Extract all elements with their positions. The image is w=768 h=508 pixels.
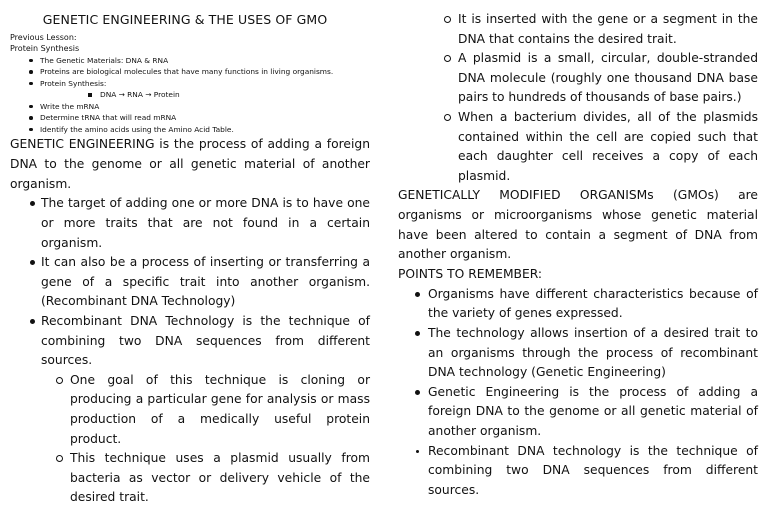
previous-lesson-label: Previous Lesson: [10, 33, 77, 42]
list-item: The target of adding one or more DNA is to have one or more traits that are not found in a certain organism. [10, 194, 370, 253]
list-item: Protein Synthesis: [10, 78, 370, 90]
recombinant-subpoints-left [10, 371, 370, 508]
page-title: GENETIC ENGINEERING & THE USES OF GMO [42, 12, 328, 27]
previous-lesson-list [10, 55, 370, 136]
list-item: The technology allows insertion of a desired trait to an organisms through the process of recombinant DNA technology (Genetic Engineering) [398, 324, 758, 383]
recombinant-subpoints-right [398, 10, 758, 186]
list-item: Genetic Engineering is the process of adding a foreign DNA to the genome or all genetic material of another organism. [398, 383, 758, 442]
list-item: A plasmid is a small, circular, double-stranded DNA molecule (roughly one thousand DNA base pairs to hundreds of thousands of base pairs.) [398, 49, 758, 108]
genetic-engineering-definition: GENETIC ENGINEERING is the process of adding a foreign DNA to the genome or all genetic material of another organism. [10, 137, 370, 191]
previous-lesson-topic: Protein Synthesis [10, 44, 80, 54]
list-item: Write the mRNA [10, 101, 370, 113]
list-item: When a bacterium divides, all of the plasmids contained within the cell are copied such that each daughter cell receives a copy of each plasmid. [398, 108, 758, 186]
points-heading: POINTS TO REMEMBER: [398, 267, 543, 282]
genetic-engineering-points [10, 194, 370, 370]
left-column [10, 0, 370, 508]
list-item: It is inserted with the gene or a segment in the DNA that contains the desired trait. [398, 10, 758, 49]
points-to-remember [398, 285, 758, 501]
list-item: Organisms have different characteristics because of the variety of genes expressed. [398, 285, 758, 324]
list-item: One goal of this technique is cloning or producing a particular gene for analysis or mass production of a medically useful protein product. [10, 371, 370, 449]
list-item: This technique uses a plasmid usually from bacteria as vector or delivery vehicle of the desired trait. [10, 449, 370, 508]
gmo-definition: GENETICALLY MODIFIED ORGANISMs (GMOs) are organisms or microorganisms whose genetic material have been altered to contain a segment of DNA from another organism. [398, 188, 758, 262]
list-item: Determine tRNA that will read mRNA [10, 112, 370, 124]
list-item: Recombinant DNA technology is the technique of combining two DNA sequences from different sources. [398, 442, 758, 501]
list-item: Identify the amino acids using the Amino Acid Table. [10, 124, 370, 136]
right-column [398, 0, 758, 500]
list-item: Proteins are biological molecules that have many functions in living organisms. [10, 66, 370, 78]
list-item: DNA → RNA → Protein [10, 89, 370, 101]
list-item: It can also be a process of inserting or transferring a gene of a specific trait into another organism. (Recombinant DNA Technology) [10, 253, 370, 312]
list-item: The Genetic Materials: DNA & RNA [10, 55, 370, 67]
list-item [10, 312, 370, 371]
list-item-text: Recombinant DNA Technology is the technique of combining two DNA sequences from different sources. [41, 313, 370, 368]
